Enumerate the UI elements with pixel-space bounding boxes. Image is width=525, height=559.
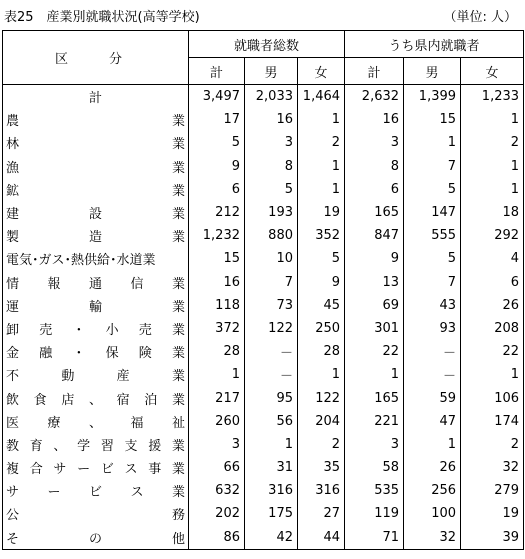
cell-value: 7 bbox=[245, 271, 298, 294]
cell-value: 32 bbox=[461, 456, 524, 479]
group-header-total: 就職者総数 bbox=[189, 31, 345, 58]
row-label bbox=[3, 317, 189, 340]
cell-value: 847 bbox=[345, 224, 404, 247]
cell-value: 256 bbox=[404, 479, 461, 502]
row-label-char: 業 bbox=[171, 207, 185, 223]
row-label-char: 業 bbox=[171, 485, 185, 501]
row-label-char: サ bbox=[6, 485, 20, 501]
cell-value: 1 bbox=[298, 108, 345, 131]
cell-value: 2 bbox=[298, 131, 345, 154]
unit-label: （単位: 人） bbox=[443, 10, 517, 25]
row-label-char: 福 bbox=[130, 415, 144, 431]
row-label bbox=[3, 155, 189, 178]
row-label-char: ー bbox=[47, 485, 61, 501]
row-label-char: 、 bbox=[88, 392, 102, 408]
row-label-char: 業 bbox=[171, 322, 185, 338]
row-label bbox=[3, 247, 189, 270]
table-row bbox=[3, 178, 524, 201]
row-label-char: 飲 bbox=[6, 392, 20, 408]
cell-value: 22 bbox=[345, 340, 404, 363]
row-label bbox=[3, 294, 189, 317]
cell-value: 22 bbox=[461, 340, 524, 363]
table-row bbox=[3, 386, 524, 409]
row-label-char: ス bbox=[130, 485, 144, 501]
cell-value: 1 bbox=[461, 363, 524, 386]
cell-value: 58 bbox=[345, 456, 404, 479]
row-label-char: 祉 bbox=[171, 415, 185, 431]
table-row bbox=[3, 317, 524, 340]
row-label-char: そ bbox=[6, 531, 20, 547]
cell-value: － bbox=[404, 363, 461, 386]
row-label bbox=[3, 410, 189, 433]
cell-value: 1 bbox=[298, 155, 345, 178]
cell-value: 316 bbox=[245, 479, 298, 502]
cell-value: 1,233 bbox=[461, 85, 524, 109]
cell-value: 71 bbox=[345, 526, 404, 550]
row-label-char: 卸 bbox=[6, 322, 20, 338]
cell-value: 16 bbox=[345, 108, 404, 131]
cell-value: 221 bbox=[345, 410, 404, 433]
cell-value: 2 bbox=[461, 433, 524, 456]
table-row bbox=[3, 433, 524, 456]
cell-value: 10 bbox=[245, 247, 298, 270]
row-label-char: 業 bbox=[171, 369, 185, 385]
cell-value: 8 bbox=[245, 155, 298, 178]
cell-value: 9 bbox=[189, 155, 245, 178]
row-label-char: 業 bbox=[171, 299, 185, 315]
row-label-char: 育 bbox=[29, 438, 43, 454]
cell-value: 59 bbox=[404, 386, 461, 409]
cell-value: 5 bbox=[404, 247, 461, 270]
row-label bbox=[3, 433, 189, 456]
cell-value: 122 bbox=[298, 386, 345, 409]
cell-value: 3,497 bbox=[189, 85, 245, 109]
cell-value: 279 bbox=[461, 479, 524, 502]
row-label-char: 通 bbox=[88, 276, 102, 292]
cell-value: 7 bbox=[404, 155, 461, 178]
cell-value: 15 bbox=[189, 247, 245, 270]
row-label-char: 合 bbox=[29, 462, 43, 478]
row-label-char: 学 bbox=[77, 438, 91, 454]
row-label bbox=[3, 340, 189, 363]
cell-value: 535 bbox=[345, 479, 404, 502]
cell-value: 301 bbox=[345, 317, 404, 340]
cell-value: 1,399 bbox=[404, 85, 461, 109]
cell-value: 119 bbox=[345, 502, 404, 525]
row-label bbox=[3, 131, 189, 154]
table-row bbox=[3, 363, 524, 386]
row-label-char: 電気･ガス･熱供給･水道業 bbox=[6, 253, 156, 269]
row-label-char: 事 bbox=[148, 462, 162, 478]
row-label bbox=[3, 502, 189, 525]
table-row bbox=[3, 294, 524, 317]
row-label-char: 、 bbox=[88, 415, 102, 431]
cell-value: 1 bbox=[298, 363, 345, 386]
row-label bbox=[3, 386, 189, 409]
row-label-char: 業 bbox=[171, 346, 185, 362]
cell-value: 19 bbox=[461, 502, 524, 525]
cell-value: 3 bbox=[189, 433, 245, 456]
cell-value: 165 bbox=[345, 386, 404, 409]
row-label-char: 業 bbox=[171, 276, 185, 292]
cell-value: 19 bbox=[298, 201, 345, 224]
cell-value: 69 bbox=[345, 294, 404, 317]
row-label bbox=[3, 456, 189, 479]
cell-value: 1 bbox=[404, 433, 461, 456]
category-header: 区 分 bbox=[3, 31, 189, 85]
row-label-char: 複 bbox=[6, 462, 20, 478]
row-label-char: 療 bbox=[47, 415, 61, 431]
cell-value: 1 bbox=[404, 131, 461, 154]
table-row bbox=[3, 224, 524, 247]
row-label-char: 造 bbox=[88, 230, 102, 246]
cell-value: 1 bbox=[461, 178, 524, 201]
cell-value: 193 bbox=[245, 201, 298, 224]
cell-value: － bbox=[245, 363, 298, 386]
row-label-char: 林 bbox=[6, 137, 20, 153]
cell-value: 208 bbox=[461, 317, 524, 340]
row-label-char: 製 bbox=[6, 230, 20, 246]
row-label-char: 習 bbox=[100, 438, 114, 454]
cell-value: 28 bbox=[189, 340, 245, 363]
cell-value: 42 bbox=[245, 526, 298, 550]
cell-value: 250 bbox=[298, 317, 345, 340]
cell-value: 35 bbox=[298, 456, 345, 479]
cell-value: 16 bbox=[189, 271, 245, 294]
row-label-char: ・ bbox=[72, 322, 86, 338]
cell-value: 3 bbox=[345, 131, 404, 154]
row-label-char: 報 bbox=[47, 276, 61, 292]
row-label-char: 医 bbox=[6, 415, 20, 431]
row-label-char: 設 bbox=[88, 207, 102, 223]
cell-value: 9 bbox=[345, 247, 404, 270]
row-label-char: 公 bbox=[6, 508, 20, 524]
row-label-char: ー bbox=[77, 462, 91, 478]
row-label-char: 務 bbox=[171, 508, 185, 524]
cell-value: 16 bbox=[245, 108, 298, 131]
cell-value: 122 bbox=[245, 317, 298, 340]
row-label bbox=[3, 363, 189, 386]
row-label-char: ・ bbox=[72, 346, 86, 362]
row-label-char: 他 bbox=[171, 531, 185, 547]
cell-value: 217 bbox=[189, 386, 245, 409]
row-label-char: 業 bbox=[171, 392, 185, 408]
cell-value: 15 bbox=[404, 108, 461, 131]
table-row bbox=[3, 456, 524, 479]
table-title: 表25 産業別就職状況(高等学校) bbox=[4, 10, 200, 25]
group-header-prefecture: うち県内就職者 bbox=[345, 31, 524, 58]
cell-value: 44 bbox=[298, 526, 345, 550]
cell-value: 73 bbox=[245, 294, 298, 317]
row-label-char: 農 bbox=[6, 114, 20, 130]
row-label-char: 業 bbox=[171, 462, 185, 478]
row-label-char: 情 bbox=[6, 276, 20, 292]
cell-value: 106 bbox=[461, 386, 524, 409]
cell-value: 26 bbox=[461, 294, 524, 317]
row-label bbox=[3, 85, 189, 109]
row-label-char: 建 bbox=[6, 207, 20, 223]
row-label-char: 業 bbox=[171, 137, 185, 153]
row-label bbox=[3, 526, 189, 550]
cell-value: 1 bbox=[461, 108, 524, 131]
cell-value: 372 bbox=[189, 317, 245, 340]
cell-value: 43 bbox=[404, 294, 461, 317]
cell-value: 31 bbox=[245, 456, 298, 479]
cell-value: 93 bbox=[404, 317, 461, 340]
cell-value: 5 bbox=[404, 178, 461, 201]
cell-value: 2 bbox=[298, 433, 345, 456]
sub-header: 計 bbox=[189, 58, 245, 85]
cell-value: 1 bbox=[189, 363, 245, 386]
cell-value: 260 bbox=[189, 410, 245, 433]
cell-value: 3 bbox=[345, 433, 404, 456]
cell-value: 7 bbox=[404, 271, 461, 294]
table-row bbox=[3, 502, 524, 525]
sub-header: 計 bbox=[345, 58, 404, 85]
cell-value: 47 bbox=[404, 410, 461, 433]
row-label bbox=[3, 271, 189, 294]
row-label-char: 宿 bbox=[116, 392, 130, 408]
cell-value: 1 bbox=[345, 363, 404, 386]
row-label bbox=[3, 224, 189, 247]
employment-table bbox=[2, 30, 524, 550]
row-label-char: 小 bbox=[105, 322, 119, 338]
table-row bbox=[3, 131, 524, 154]
cell-value: 118 bbox=[189, 294, 245, 317]
sub-header: 男 bbox=[245, 58, 298, 85]
row-label-char: 鉱 bbox=[6, 183, 20, 199]
row-label-char: サ bbox=[53, 462, 67, 478]
cell-value: 26 bbox=[404, 456, 461, 479]
cell-value: 4 bbox=[461, 247, 524, 270]
table-row bbox=[3, 108, 524, 131]
row-label-char: ス bbox=[124, 462, 138, 478]
row-label-char: 金 bbox=[6, 346, 20, 362]
cell-value: 1 bbox=[245, 433, 298, 456]
cell-value: 165 bbox=[345, 201, 404, 224]
cell-value: 9 bbox=[298, 271, 345, 294]
table-row bbox=[3, 247, 524, 270]
row-label-char: 信 bbox=[130, 276, 144, 292]
table-row bbox=[3, 526, 524, 550]
cell-value: 352 bbox=[298, 224, 345, 247]
cell-value: 632 bbox=[189, 479, 245, 502]
cell-value: 27 bbox=[298, 502, 345, 525]
row-label-char: 業 bbox=[171, 438, 185, 454]
cell-value: － bbox=[245, 340, 298, 363]
cell-value: 56 bbox=[245, 410, 298, 433]
cell-value: 2 bbox=[461, 131, 524, 154]
cell-value: 13 bbox=[345, 271, 404, 294]
table-body bbox=[3, 85, 524, 550]
table-row bbox=[3, 201, 524, 224]
table-row bbox=[3, 85, 524, 109]
cell-value: 18 bbox=[461, 201, 524, 224]
cell-value: 32 bbox=[404, 526, 461, 550]
cell-value: 5 bbox=[298, 247, 345, 270]
cell-value: 1 bbox=[461, 155, 524, 178]
row-label-char: 動 bbox=[61, 369, 75, 385]
row-label-text: 計 bbox=[88, 91, 102, 107]
row-label-char: 業 bbox=[171, 160, 185, 176]
cell-value: 555 bbox=[404, 224, 461, 247]
table-row bbox=[3, 479, 524, 502]
row-label-char: 店 bbox=[61, 392, 75, 408]
row-label-char: 泊 bbox=[144, 392, 158, 408]
cell-value: 17 bbox=[189, 108, 245, 131]
row-label-char: ビ bbox=[88, 485, 102, 501]
cell-value: 95 bbox=[245, 386, 298, 409]
row-label-char: 産 bbox=[116, 369, 130, 385]
cell-value: 316 bbox=[298, 479, 345, 502]
row-label-char: 業 bbox=[171, 230, 185, 246]
row-label-char: 、 bbox=[53, 438, 67, 454]
cell-value: 28 bbox=[298, 340, 345, 363]
row-label-char: 保 bbox=[105, 346, 119, 362]
row-label bbox=[3, 479, 189, 502]
cell-value: 1,464 bbox=[298, 85, 345, 109]
row-label-char: 運 bbox=[6, 299, 20, 315]
row-label-char: 援 bbox=[148, 438, 162, 454]
row-label-char: 不 bbox=[6, 369, 20, 385]
table-row bbox=[3, 271, 524, 294]
cell-value: 5 bbox=[245, 178, 298, 201]
row-label-char: 食 bbox=[33, 392, 47, 408]
row-label-char: の bbox=[88, 531, 102, 547]
cell-value: 66 bbox=[189, 456, 245, 479]
row-label-char: 売 bbox=[39, 322, 53, 338]
cell-value: 202 bbox=[189, 502, 245, 525]
sub-header: 女 bbox=[298, 58, 345, 85]
row-label bbox=[3, 201, 189, 224]
row-label-char: 漁 bbox=[6, 160, 20, 176]
row-label-char: 険 bbox=[138, 346, 152, 362]
cell-value: 39 bbox=[461, 526, 524, 550]
cell-value: 2,033 bbox=[245, 85, 298, 109]
row-label-char: 売 bbox=[138, 322, 152, 338]
row-label bbox=[3, 108, 189, 131]
cell-value: 3 bbox=[245, 131, 298, 154]
cell-value: 174 bbox=[461, 410, 524, 433]
cell-value: 204 bbox=[298, 410, 345, 433]
row-label-char: ビ bbox=[100, 462, 114, 478]
table-row bbox=[3, 340, 524, 363]
cell-value: 45 bbox=[298, 294, 345, 317]
cell-value: 8 bbox=[345, 155, 404, 178]
sub-header: 男 bbox=[404, 58, 461, 85]
row-label-char: 輸 bbox=[88, 299, 102, 315]
cell-value: 212 bbox=[189, 201, 245, 224]
cell-value: 1,232 bbox=[189, 224, 245, 247]
cell-value: 86 bbox=[189, 526, 245, 550]
cell-value: 147 bbox=[404, 201, 461, 224]
cell-value: 100 bbox=[404, 502, 461, 525]
cell-value: 5 bbox=[189, 131, 245, 154]
cell-value: 6 bbox=[461, 271, 524, 294]
table-row bbox=[3, 155, 524, 178]
cell-value: 292 bbox=[461, 224, 524, 247]
table-row bbox=[3, 410, 524, 433]
cell-value: － bbox=[404, 340, 461, 363]
cell-value: 1 bbox=[298, 178, 345, 201]
cell-value: 175 bbox=[245, 502, 298, 525]
cell-value: 6 bbox=[189, 178, 245, 201]
row-label-char: 業 bbox=[171, 183, 185, 199]
row-label-char: 教 bbox=[6, 438, 20, 454]
cell-value: 880 bbox=[245, 224, 298, 247]
row-label-char: 支 bbox=[124, 438, 138, 454]
cell-value: 2,632 bbox=[345, 85, 404, 109]
row-label bbox=[3, 178, 189, 201]
row-label-char: 融 bbox=[39, 346, 53, 362]
cell-value: 6 bbox=[345, 178, 404, 201]
row-label-char: 業 bbox=[171, 114, 185, 130]
sub-header: 女 bbox=[461, 58, 524, 85]
